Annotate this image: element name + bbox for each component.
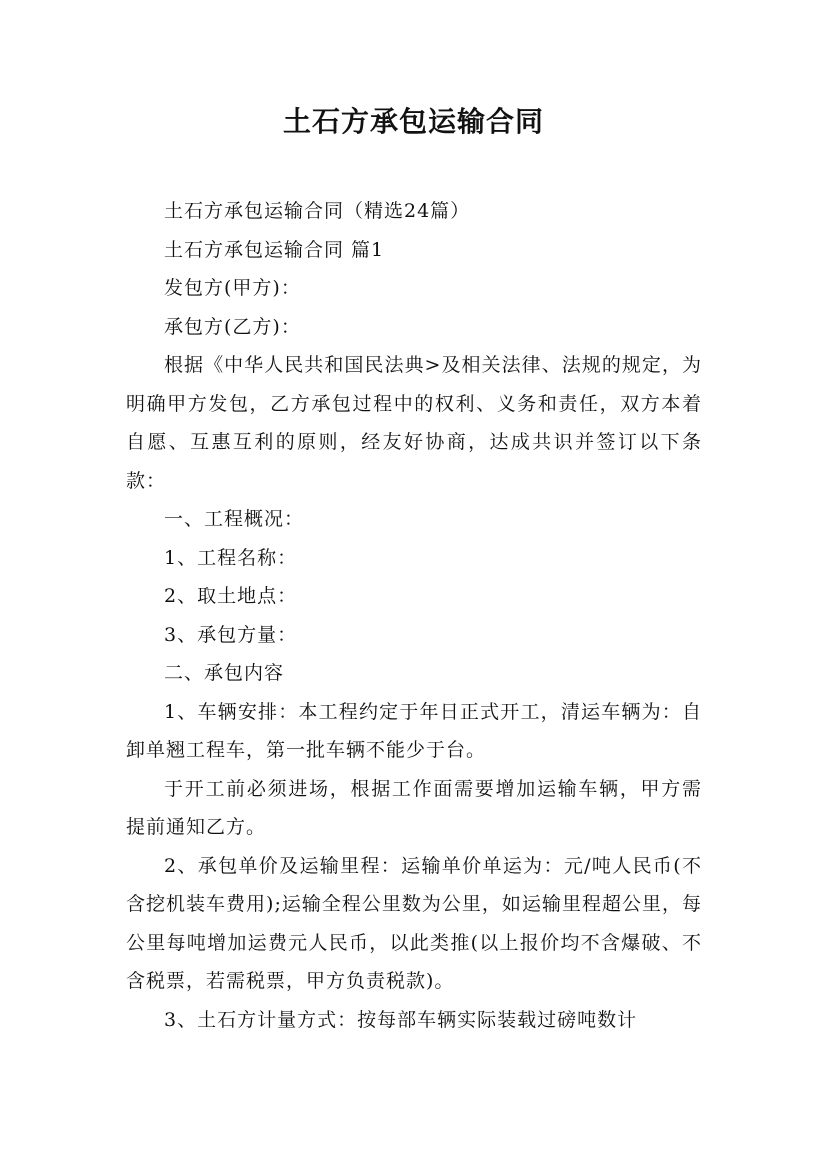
document-title: 土石方承包运输合同: [282, 105, 544, 138]
paragraph-vehicle-arrangement: 1、车辆安排：本工程约定于年日正式开工，清运车辆为：自卸单翘工程车，第一批车辆不能少于台。: [126, 700, 702, 761]
paragraph-section-heading: 土石方承包运输合同 篇1: [164, 238, 385, 261]
paragraph-project-name: 1、工程名称：: [164, 546, 298, 569]
paragraph-vehicle-entry: 于开工前必须进场，根据工作面需要增加运输车辆，甲方需提前通知乙方。: [126, 777, 702, 838]
paragraph-measurement: 3、土石方计量方式：按每部车辆实际装载过磅吨数计: [164, 1008, 638, 1031]
paragraph-party-a: 发包方(甲方)：: [164, 277, 301, 299]
paragraph-unit-price: 2、承包单价及运输里程：运输单价单运为：元/吨人民币(不含挖机装车费用);运输全程公里数为公里，如运输里程超公里，每公里每吨增加运费元人民币，以此类推(以上报价均不含爆破、不含税票，若需税票，甲方负责税款)。: [126, 854, 702, 992]
paragraph-project-overview: 一、工程概况：: [164, 508, 305, 530]
paragraph-contract-volume: 3、承包方量：: [164, 623, 298, 646]
paragraph-preamble: 根据《中华人民共和国民法典>及相关法律、法规的规定，为明确甲方发包，乙方承包过程中的权利、义务和责任，双方本着自愿、互惠互利的原则，经友好协商，达成共识并签订以下条款：: [126, 354, 702, 492]
paragraph-soil-location: 2、取土地点：: [164, 585, 298, 607]
paragraph-subtitle: 土石方承包运输合同（精选24篇）: [164, 200, 471, 222]
document-body: [126, 192, 702, 1039]
paragraph-party-b: 承包方(乙方)：: [164, 315, 301, 338]
paragraph-contract-content: 二、承包内容: [164, 662, 285, 684]
